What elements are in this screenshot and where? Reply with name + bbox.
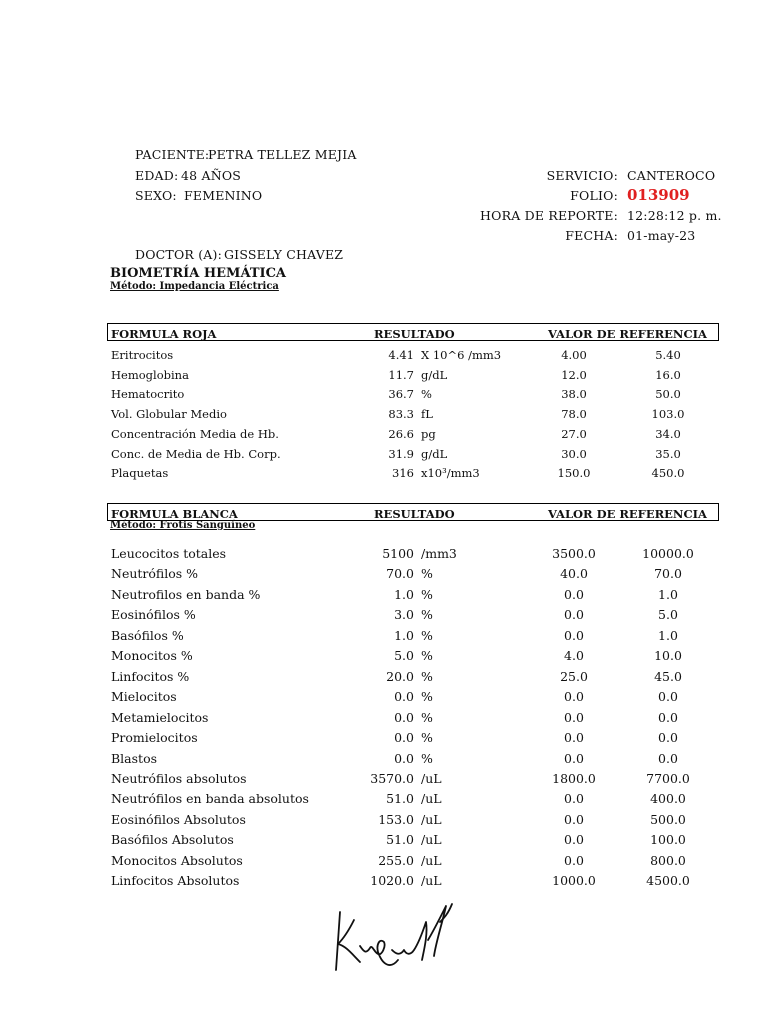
row-unit: % [421,607,433,623]
row-reference-min: 12.0 [561,367,587,382]
table-row [0,348,768,367]
white-reference-header: VALOR DE REFERENCIA [548,507,707,521]
row-unit: % [421,566,433,582]
row-label: Eritrocitos [111,348,174,362]
row-reference-max: 0.0 [658,689,678,705]
row-label: Neutrófilos absolutos [111,770,247,786]
row-reference-min: 0.0 [564,730,584,746]
row-reference-max: 45.0 [654,668,682,684]
table-row [0,648,768,667]
row-label: Promielocitos [111,730,198,746]
patient-name-label: PACIENTE: [135,147,210,162]
row-reference-max: 500.0 [650,811,686,827]
row-result: 316 [392,466,414,481]
row-reference-max: 70.0 [654,566,682,582]
row-label: Concentración Media de Hb. [111,426,279,441]
row-result: 31.9 [388,446,414,461]
row-label: Linfocitos % [111,668,190,684]
row-reference-max: 1.0 [658,627,678,643]
row-unit: % [421,586,433,602]
patient-sex-label: SEXO: [135,188,177,203]
row-result: 51.0 [386,832,414,848]
row-unit: /mm3 [421,546,457,561]
table-row [0,628,768,647]
table-row [0,669,768,688]
row-result: 5100 [382,546,414,561]
row-result: 153.0 [378,811,414,827]
row-unit: /uL [421,832,442,848]
row-reference-min: 0.0 [564,750,584,766]
row-reference-min: 0.0 [564,689,584,705]
white-formula-header [107,503,719,521]
row-result: 51.0 [386,791,414,807]
table-row [0,466,768,485]
row-reference-min: 0.0 [564,811,584,827]
table-row [0,730,768,749]
row-reference-min: 30.0 [561,446,587,461]
row-reference-min: 0.0 [564,627,584,643]
row-reference-max: 34.0 [655,426,681,441]
row-reference-max: 800.0 [650,852,686,868]
row-label: Basófilos Absolutos [111,832,234,848]
row-unit: /uL [421,852,442,868]
row-reference-max: 35.0 [655,446,681,461]
table-row [0,407,768,426]
row-reference-min: 40.0 [560,566,588,582]
table-row [0,447,768,466]
row-label: Leucocitos totales [111,546,227,561]
table-row [0,751,768,770]
row-reference-max: 10000.0 [642,546,694,561]
row-reference-max: 50.0 [655,387,681,402]
row-reference-max: 16.0 [655,367,681,382]
patient-sex: FEMENINO [184,188,263,203]
row-result: 0.0 [394,750,414,766]
row-reference-min: 0.0 [564,852,584,868]
row-result: 5.0 [394,648,414,664]
row-result: 26.6 [388,426,414,441]
row-result: 0.0 [394,709,414,725]
row-unit: % [421,648,433,664]
row-label: Linfocitos Absolutos [111,873,240,889]
row-unit: pg [421,426,436,441]
table-row [0,607,768,626]
row-result: 255.0 [378,852,414,868]
row-unit: % [421,750,433,766]
row-label: Neutrofilos en banda % [111,586,261,602]
report-time-label: HORA DE REPORTE: [480,208,618,223]
row-unit: g/dL [421,446,448,461]
table-row [0,710,768,729]
row-unit: /uL [421,811,442,827]
table-row [0,587,768,606]
row-label: Vol. Globular Medio [111,407,227,422]
row-label: Metamielocitos [111,709,209,725]
row-label: Eosinófilos Absolutos [111,811,246,827]
report-date: 01-may-23 [627,228,696,243]
service-label: SERVICIO: [546,168,618,183]
test-method: Método: Impedancia Eléctrica [110,281,279,292]
table-row [0,853,768,872]
row-unit: % [421,689,433,705]
row-reference-max: 0.0 [658,750,678,766]
row-reference-min: 0.0 [564,607,584,623]
row-label: Blastos [111,750,158,766]
patient-name: PETRA TELLEZ MEJIA [208,147,357,162]
row-label: Neutrófilos % [111,566,199,582]
row-reference-max: 10.0 [654,648,682,664]
table-row [0,546,768,565]
row-result: 0.0 [394,689,414,705]
row-reference-max: 450.0 [651,466,685,481]
row-label: Hematocrito [111,387,185,402]
row-reference-min: 1800.0 [552,770,596,786]
row-result: 70.0 [386,566,414,582]
doctor-signature [330,900,460,975]
table-row [0,791,768,810]
doctor-label: DOCTOR (A): [135,247,222,262]
patient-age-label: EDAD: [135,168,179,183]
row-unit: /uL [421,873,442,889]
white-formula-method: Método: Frotis Sanguíneo [110,520,256,531]
white-formula-title: FORMULA BLANCA [111,507,238,521]
row-label: Plaquetas [111,466,169,481]
report-date-label: FECHA: [565,228,618,243]
service-value: CANTEROCO [627,168,716,183]
table-row [0,873,768,892]
row-reference-min: 4.00 [561,348,587,362]
row-reference-min: 0.0 [564,791,584,807]
table-row [0,427,768,446]
table-row [0,812,768,831]
red-reference-header: VALOR DE REFERENCIA [548,327,707,341]
row-unit: % [421,627,433,643]
report-time: 12:28:12 p. m. [627,208,722,223]
row-reference-max: 0.0 [658,730,678,746]
table-row [0,689,768,708]
row-reference-max: 5.0 [658,607,678,623]
row-result: 1020.0 [370,873,414,889]
row-reference-min: 0.0 [564,709,584,725]
red-formula-header [107,323,719,341]
row-reference-max: 100.0 [650,832,686,848]
row-result: 36.7 [388,387,414,402]
row-result: 1.0 [394,627,414,643]
row-label: Mielocitos [111,689,177,705]
row-label: Basófilos % [111,627,184,643]
row-unit: /uL [421,770,442,786]
row-label: Monocitos % [111,648,193,664]
table-row [0,368,768,387]
row-result: 11.7 [388,367,414,382]
table-row [0,832,768,851]
row-reference-min: 4.0 [564,648,584,664]
row-reference-min: 1000.0 [552,873,596,889]
test-title: BIOMETRÍA HEMÁTICA [110,266,287,281]
row-reference-max: 103.0 [651,407,685,422]
row-reference-max: 1.0 [658,586,678,602]
row-result: 1.0 [394,586,414,602]
row-reference-max: 400.0 [650,791,686,807]
row-unit: /uL [421,791,442,807]
row-result: 20.0 [386,668,414,684]
row-unit: X 10^6 /mm3 [421,348,502,362]
row-reference-max: 0.0 [658,709,678,725]
row-unit: fL [421,407,433,422]
row-reference-max: 5.40 [655,348,681,362]
row-reference-min: 27.0 [561,426,587,441]
doctor-name: GISSELY CHAVEZ [224,247,344,262]
row-result: 0.0 [394,730,414,746]
row-unit: % [421,387,432,402]
table-row [0,771,768,790]
row-result: 83.3 [388,407,414,422]
patient-age: 48 AÑOS [181,168,242,183]
row-label: Neutrófilos en banda absolutos [111,791,309,807]
row-label: Conc. de Media de Hb. Corp. [111,446,281,461]
table-row [0,387,768,406]
white-result-header: RESULTADO [374,507,455,521]
row-label: Hemoglobina [111,367,189,382]
red-result-header: RESULTADO [374,327,455,341]
row-result: 3570.0 [370,770,414,786]
row-reference-max: 4500.0 [646,873,690,889]
row-label: Monocitos Absolutos [111,852,243,868]
row-reference-max: 7700.0 [646,770,690,786]
row-unit: x10³/mm3 [421,466,480,481]
table-row [0,566,768,585]
row-label: Eosinófilos % [111,607,196,623]
row-reference-min: 78.0 [561,407,587,422]
row-reference-min: 0.0 [564,586,584,602]
row-reference-min: 38.0 [561,387,587,402]
row-reference-min: 25.0 [560,668,588,684]
row-reference-min: 0.0 [564,832,584,848]
folio-label: FOLIO: [570,188,618,203]
row-unit: % [421,709,433,725]
row-reference-min: 150.0 [557,466,591,481]
folio-number: 013909 [627,186,690,204]
red-formula-title: FORMULA ROJA [111,327,217,341]
row-result: 4.41 [388,348,414,362]
row-unit: % [421,668,433,684]
row-result: 3.0 [394,607,414,623]
row-unit: g/dL [421,367,448,382]
row-reference-min: 3500.0 [552,546,596,561]
row-unit: % [421,730,433,746]
